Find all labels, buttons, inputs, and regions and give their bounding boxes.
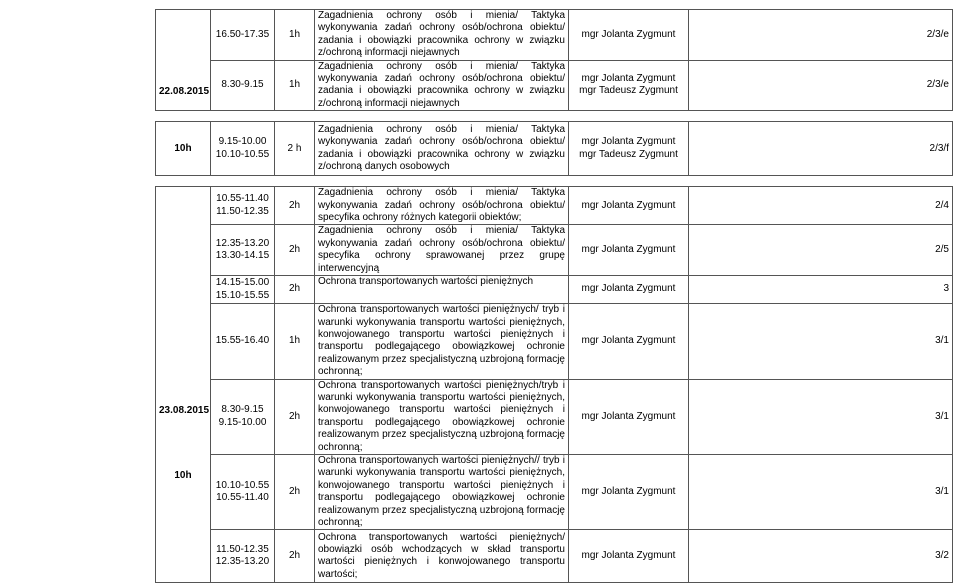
time-slot: 8.30-9.15 [221, 79, 264, 91]
time-cell [211, 225, 275, 276]
time-slot: 12.35-13.20 [215, 237, 270, 249]
code-cell: 2/3/e [689, 60, 953, 111]
time-slot: 10.55-11.40 [216, 492, 269, 504]
topic-cell: Zagadnienia ochrony osób i mienia/ Taktyka wykonywania zadań ochrony osób/ochrona obiektu/ zadania i obowiązki pracownika ochrony w związku z/ochroną informacji niejawnych [315, 60, 569, 111]
table-row [156, 122, 953, 176]
topic-cell: Ochrona transportowanych wartości pieniężnych/tryb i warunki wykonywania transportu wartości pieniężnych, konwojowanego transportu wartości pieniężnych i transportu podlegającego obowiązkowej ochronie realizowanym przez specjalistyczną uzbrojoną formację ochronną; [315, 379, 569, 454]
table-row [156, 60, 953, 111]
hours-cell: 2h [275, 454, 315, 529]
hours-cell: 2h [275, 276, 315, 304]
date-value: 22.08.2015 [159, 85, 210, 97]
hours-cell: 1h [275, 60, 315, 111]
time-slot: 15.10-15.55 [215, 289, 270, 301]
code-cell: 2/3/e [689, 10, 953, 61]
table-row [156, 187, 953, 225]
code-cell: 2/4 [689, 187, 953, 225]
lecturer-cell: mgr Jolanta Zygmunt [569, 225, 689, 276]
date-cell [156, 187, 211, 583]
lecturer-cell: mgr Jolanta Zygmunt mgr Tadeusz Zygmunt [569, 122, 689, 176]
hours-cell: 2h [275, 379, 315, 454]
table-row [156, 276, 953, 304]
time-slot: 11.50-12.35 [216, 544, 269, 555]
table-row [156, 379, 953, 454]
time-cell [211, 379, 275, 454]
date-cell: 10h [156, 122, 211, 176]
topic-cell: Zagadnienia ochrony osób i mienia/ Taktyka wykonywania zadań ochrony osób/ochrona obiektu/ specyfika ochrony różnych kategorii obiektów; [315, 187, 569, 225]
topic-cell: Ochrona transportowanych wartości pieniężnych// tryb i warunki wykonywania transportu wartości pieniężnych, konwojowanego transportu wartości pieniężnych i transportu podlegającego obowiązkowej ochronie realizowanym przez specjalistyczną uzbrojoną formację ochronną; [315, 454, 569, 529]
time-cell [211, 304, 275, 379]
code-cell: 3/1 [689, 454, 953, 529]
code-cell: 2/3/f [689, 122, 953, 176]
lecturer-cell: mgr Jolanta Zygmunt [569, 187, 689, 225]
lecturer-cell: mgr Jolanta Zygmunt mgr Tadeusz Zygmunt [569, 60, 689, 111]
table-row [156, 304, 953, 379]
code-cell: 3/2 [689, 530, 953, 583]
time-slot: 10.55-11.40 [216, 193, 269, 205]
row-spacer [156, 111, 953, 122]
time-cell [211, 530, 275, 583]
topic-text: Ochrona transportowanych wartości pieniężnych [318, 276, 534, 288]
code-cell: 3 [689, 276, 953, 304]
time-slot: 14.15-15.00 [215, 277, 270, 289]
time-slot: 10.10-10.55 [215, 479, 270, 491]
table-row [156, 10, 953, 61]
time-cell [211, 122, 275, 176]
code-cell: 3/1 [689, 304, 953, 379]
hours-cell: 1h [275, 10, 315, 61]
lecturer-cell: mgr Jolanta Zygmunt [569, 276, 689, 304]
time-slot: 13.30-14.15 [215, 250, 270, 262]
table-row [156, 530, 953, 583]
hours-cell: 2 h [275, 122, 315, 176]
time-cell [211, 454, 275, 529]
lecturer-cell: mgr Jolanta Zygmunt [569, 10, 689, 61]
row-spacer [156, 176, 953, 187]
topic-cell: Zagadnienia ochrony osób i mienia/ Taktyka wykonywania zadań ochrony osób/ochrona obiektu/ zadania i obowiązki pracownika ochrony w związku z/ochroną informacji niejawnych [315, 10, 569, 61]
topic-cell: Zagadnienia ochrony osób i mienia/ Taktyka wykonywania zadań ochrony osób/ochrona obiektu/ specyfika ochrony sprawowanej przez grupę interwencyjną [315, 225, 569, 276]
topic-cell [315, 276, 569, 304]
topic-cell: Ochrona transportowanych wartości pieniężnych/ tryb i warunki wykonywania transportu wartości pieniężnych, konwojowanego transportu wartości pieniężnych i transportu podlegającego obowiązkowej ochronie realizowanym przez specjalistyczną uzbrojoną formację ochronną; [315, 304, 569, 379]
time-slot: 16.50-17.35 [215, 28, 270, 40]
time-cell [211, 60, 275, 111]
time-slot: 10.10-10.55 [215, 148, 270, 160]
topic-cell: Ochrona transportowanych wartości pieniężnych/ obowiązki osób wchodzących w skład transportu wartości pieniężnych i konwojowanego transportu wartości; [315, 530, 569, 583]
lecturer-cell: mgr Jolanta Zygmunt [569, 304, 689, 379]
date-cell [156, 10, 211, 111]
topic-cell: Zagadnienia ochrony osób i mienia/ Taktyka wykonywania zadań ochrony osób/ochrona obiektu/ zadania i obowiązki pracownika ochrony w związku z/ochroną danych osobowych [315, 122, 569, 176]
hours-cell: 2h [275, 530, 315, 583]
lecturer-cell: mgr Jolanta Zygmunt [569, 379, 689, 454]
hours-total: 10h [174, 469, 192, 481]
time-slot: 11.50-12.35 [216, 205, 269, 217]
lecturer-cell: mgr Jolanta Zygmunt [569, 530, 689, 583]
hours-cell: 2h [275, 187, 315, 225]
time-cell [211, 276, 275, 304]
lecturer-cell: mgr Jolanta Zygmunt [569, 454, 689, 529]
time-slot: 9.15-10.00 [218, 416, 267, 428]
table-row [156, 454, 953, 529]
date-value: 23.08.2015 [159, 405, 210, 417]
hours-cell: 1h [275, 304, 315, 379]
time-slot: 8.30-9.15 [221, 404, 264, 416]
time-cell [211, 10, 275, 61]
time-slot: 9.15-10.00 [218, 136, 267, 148]
schedule-table [155, 9, 953, 583]
time-slot: 12.35-13.20 [215, 556, 270, 568]
hours-cell: 2h [275, 225, 315, 276]
table-row [156, 225, 953, 276]
time-slot: 15.55-16.40 [215, 335, 270, 347]
time-cell [211, 187, 275, 225]
code-cell: 2/5 [689, 225, 953, 276]
code-cell: 3/1 [689, 379, 953, 454]
